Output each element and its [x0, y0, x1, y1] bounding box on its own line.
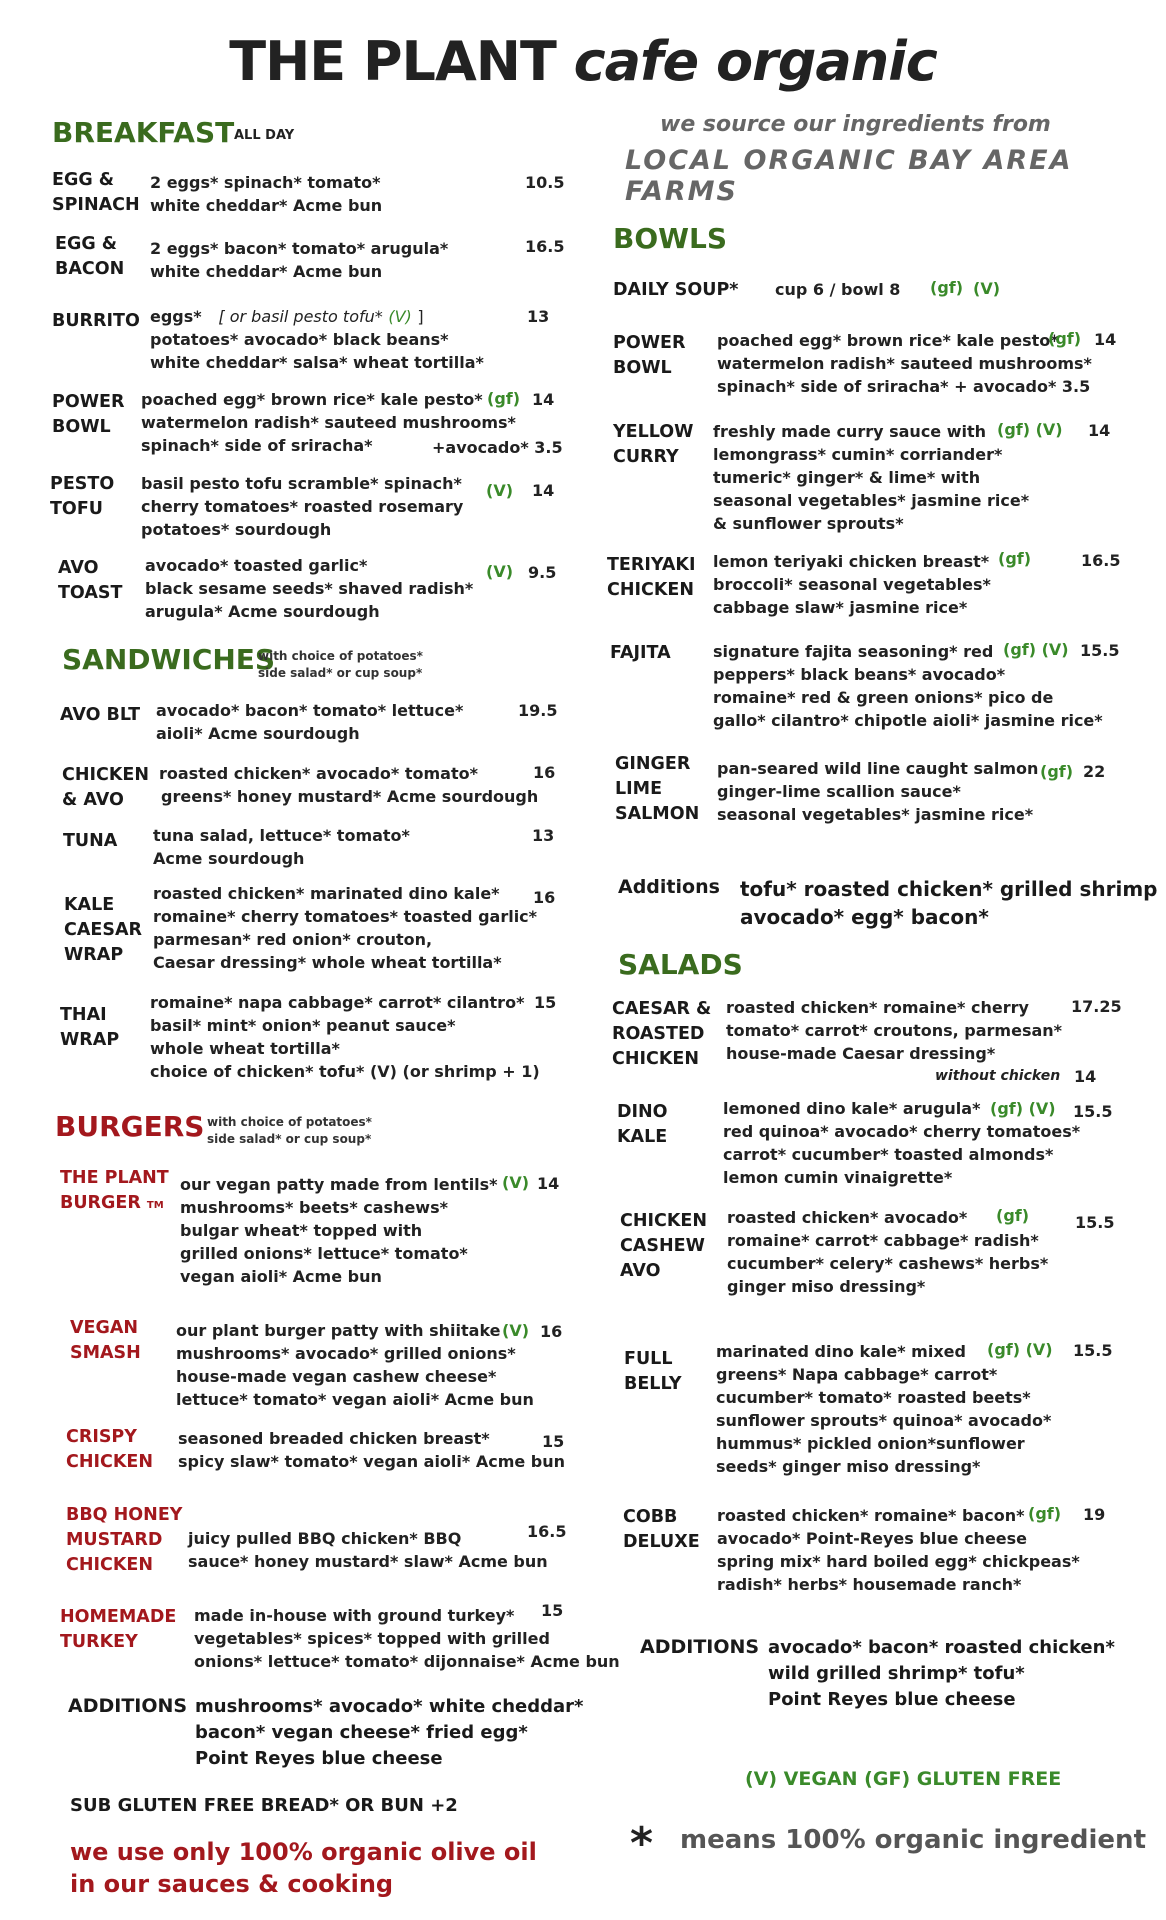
vegan-flag: (V) — [502, 1173, 530, 1192]
item-desc: roasted chicken* marinated dino kale* romaine* cherry tomatoes* toasted garlic* parmesan* red onion* crouton, Caesar dressing* whole wheat tortilla* — [153, 884, 538, 972]
gf-flag: (gf) — [1028, 1504, 1062, 1523]
salads-heading: SALADS — [618, 948, 743, 981]
item-name: KALE CAESAR WRAP — [64, 895, 142, 965]
item-desc: 2 eggs* bacon* tomato* arugula* white cheddar* Acme bun — [150, 239, 449, 281]
item-desc: romaine* napa cabbage* carrot* cilantro* basil* mint* onion* peanut sauce* whole wheat tortilla* choice of chicken* tofu* (V) (or shrimp + 1) — [150, 993, 540, 1081]
gf-vegan-flag: (gf) (V) — [1003, 640, 1069, 659]
item-price: 14 — [1094, 330, 1117, 349]
item-desc: avocado* bacon* tomato* lettuce* aioli* Acme sourdough — [156, 701, 464, 743]
gf-flag: (gf) — [930, 278, 964, 297]
salad-additions: avocado* bacon* roasted chicken* wild grilled shrimp* tofu* Point Reyes blue cheese — [768, 1637, 1115, 1710]
breakfast-note: ALL DAY — [234, 128, 295, 143]
bowls-heading: BOWLS — [613, 222, 728, 255]
tagline-line2: LOCAL ORGANIC BAY AREA FARMS — [625, 145, 1073, 207]
item-price: 14 — [1074, 1067, 1097, 1086]
item-name: DINO KALE — [617, 1102, 668, 1147]
item-name: EGG & SPINACH — [52, 170, 140, 215]
item-desc: avocado* toasted garlic* black sesame seeds* shaved radish* arugula* Acme sourdough — [145, 556, 474, 621]
item-price: 16 — [540, 1322, 563, 1341]
item-desc: seasoned breaded chicken breast* spicy slaw* tomato* vegan aioli* Acme bun — [178, 1429, 566, 1471]
item-name: GINGER LIME SALMON — [615, 754, 700, 824]
item-price: 15.5 — [1073, 1102, 1113, 1121]
item-desc: roasted chicken* avocado* romaine* carrot* cabbage* radish* cucumber* celery* cashews* herbs* ginger miso dressing* — [727, 1208, 1049, 1296]
gf-flag: (gf) — [998, 549, 1032, 568]
gf-flag: (gf) — [487, 389, 521, 408]
bowl-additions-label: Additions — [618, 876, 720, 898]
item-price: 15.5 — [1073, 1341, 1113, 1360]
gf-flag: (gf) — [1048, 329, 1082, 348]
bowl-additions: tofu* roasted chicken* grilled shrimp avocado* egg* bacon* — [740, 877, 1158, 929]
item-name: BURRITO — [52, 311, 140, 331]
title-main: THE PLANT — [229, 30, 556, 93]
item-desc: marinated dino kale* mixed greens* Napa cabbage* carrot* cucumber* tomato* roasted beets* sunflower sprouts* quinoa* avocado* hummus* pickled onion*sunflower seeds* ginger miso dressing* — [716, 1342, 1052, 1476]
item-price: 10.5 — [525, 173, 565, 192]
item-desc: roasted chicken* romaine* bacon* avocado* Point-Reyes blue cheese spring mix* hard boiled egg* chickpeas* radish* herbs* housemade ranch* — [717, 1506, 1080, 1594]
item-desc: signature fajita seasoning* red peppers* black beans* avocado* romaine* red & green onions* pico de gallo* cilantro* chipotle aioli* jasmine rice* — [713, 642, 1103, 730]
item-name: POWER BOWL — [613, 333, 686, 378]
item-price: 14 — [537, 1174, 560, 1193]
item-extra: +avocado* 3.5 — [432, 438, 563, 457]
item-desc: roasted chicken* avocado* tomato* greens* honey mustard* Acme sourdough — [159, 764, 539, 806]
item-name: POWER BOWL — [52, 392, 125, 437]
item-desc: roasted chicken* romaine* cherry tomato* carrot* croutons, parmesan* house-made Caesar dressing* — [726, 998, 1063, 1063]
item-name: AVO TOAST — [58, 558, 123, 603]
item-price: 16 — [533, 888, 556, 907]
item-desc: our plant burger patty with shiitake mushrooms* avocado* grilled onions* house-made vegan cashew cheese* lettuce* tomato* vegan aioli* Acme bun — [176, 1321, 534, 1409]
salad-additions-label: ADDITIONS — [640, 1636, 760, 1658]
item-name: TERIYAKI CHICKEN — [607, 555, 696, 600]
item-price: 14 — [532, 481, 555, 500]
sandwiches-heading: SANDWICHES — [62, 643, 276, 676]
item-name: DAILY SOUP* — [613, 280, 739, 300]
organic-asterisk: * — [630, 1818, 654, 1869]
item-name: THE PLANT BURGER TM — [60, 1168, 169, 1213]
item-desc: pan-seared wild line caught salmon ginger-lime scallion sauce* seasonal vegetables* jasmine rice* — [717, 759, 1039, 824]
item-price: 15.5 — [1080, 641, 1120, 660]
item-desc: lemoned dino kale* arugula* red quinoa* avocado* cherry tomatoes* carrot* cucumber* toasted almonds* lemon cumin vinaigrette* — [723, 1099, 1081, 1187]
vegan-flag: (V) — [502, 1321, 530, 1340]
burger-additions: mushrooms* avocado* white cheddar* bacon* vegan cheese* fried egg* Point Reyes blue cheese — [195, 1696, 584, 1769]
item-price: 16.5 — [527, 1522, 567, 1541]
item-price: 15 — [534, 993, 557, 1012]
item-name: THAI WRAP — [60, 1005, 120, 1050]
item-price: 15 — [541, 1601, 564, 1620]
item-desc: poached egg* brown rice* kale pesto* watermelon radish* sauteed mushrooms* spinach* side of sriracha* + avocado* 3.5 — [717, 331, 1092, 396]
organic-note: means 100% organic ingredient — [680, 1825, 1146, 1855]
burger-additions-label: ADDITIONS — [68, 1695, 188, 1717]
item-name: CHICKEN CASHEW AVO — [620, 1211, 708, 1281]
item-name: TUNA — [63, 831, 118, 851]
sub-gluten-free: SUB GLUTEN FREE BREAD* OR BUN +2 — [70, 1795, 458, 1816]
item-name: CAESAR & ROASTED CHICKEN — [612, 999, 712, 1069]
sandwiches-note: with choice of potatoes* side salad* or cup soup* — [258, 649, 423, 680]
gf-flag: (gf) — [996, 1206, 1030, 1225]
item-name: CHICKEN & AVO — [62, 765, 150, 810]
item-price: 16.5 — [525, 237, 565, 256]
item-name: FAJITA — [610, 643, 671, 663]
gf-flag: (gf) — [1040, 762, 1074, 781]
item-name: CRISPY CHICKEN — [66, 1427, 154, 1472]
item-price: 14 — [532, 390, 555, 409]
tagline-line1: we source our ingredients from — [660, 112, 1051, 137]
item-name: PESTO TOFU — [50, 474, 115, 519]
without-chicken-note: without chicken — [935, 1068, 1061, 1084]
item-desc: 2 eggs* spinach* tomato* white cheddar* Acme bun — [150, 173, 383, 215]
item-desc: eggs* [ or basil pesto tofu* (V) ] potatoes* avocado* black beans* white cheddar* salsa* wheat tortilla* — [150, 307, 484, 372]
item-desc: basil pesto tofu scramble* spinach* cherry tomatoes* roasted rosemary potatoes* sourdough — [141, 474, 464, 539]
vegan-flag: (V) — [973, 279, 1001, 298]
item-name: HOMEMADE TURKEY — [60, 1607, 177, 1652]
item-name: YELLOW CURRY — [613, 422, 694, 467]
item-desc: made in-house with ground turkey* vegetables* spices* topped with grilled onions* lettuce* tomato* dijonnaise* Acme bun — [194, 1606, 620, 1671]
gf-vegan-flag: (gf) (V) — [990, 1099, 1056, 1118]
item-price: 19.5 — [518, 701, 558, 720]
item-price: 16 — [533, 763, 556, 782]
breakfast-heading: BREAKFAST — [52, 116, 235, 149]
item-name: COBB DELUXE — [623, 1507, 700, 1552]
diet-legend: (V) VEGAN (GF) GLUTEN FREE — [745, 1768, 1062, 1790]
vegan-flag: (V) — [486, 562, 514, 581]
item-desc: freshly made curry sauce with lemongrass* cumin* corriander* tumeric* ginger* & lime* with seasonal vegetables* jasmine rice* & sunflower sprouts* — [713, 422, 1030, 533]
item-desc: our vegan patty made from lentils* mushrooms* beets* cashews* bulgar wheat* topped with grilled onions* lettuce* tomato* vegan aioli* Acme bun — [180, 1175, 498, 1286]
item-price: 19 — [1083, 1505, 1106, 1524]
item-desc: cup 6 / bowl 8 — [775, 280, 901, 299]
item-price: 15 — [542, 1432, 565, 1451]
item-desc: juicy pulled BBQ chicken* BBQ sauce* honey mustard* slaw* Acme bun — [188, 1529, 548, 1571]
item-name: VEGAN SMASH — [70, 1318, 141, 1363]
item-price: 14 — [1088, 421, 1111, 440]
item-name: AVO BLT — [60, 705, 141, 725]
menu-title — [0, 30, 1166, 93]
item-price: 17.25 — [1071, 997, 1122, 1016]
item-desc: poached egg* brown rice* kale pesto* watermelon radish* sauteed mushrooms* spinach* side of sriracha* — [141, 390, 516, 455]
item-desc: lemon teriyaki chicken breast* broccoli* seasonal vegetables* cabbage slaw* jasmine rice* — [713, 552, 991, 617]
item-price: 15.5 — [1075, 1213, 1115, 1232]
item-desc: tuna salad, lettuce* tomato* Acme sourdough — [153, 826, 410, 868]
gf-vegan-flag: (gf) (V) — [997, 420, 1063, 439]
item-name: FULL BELLY — [624, 1349, 682, 1394]
burgers-note: with choice of potatoes* side salad* or cup soup* — [207, 1115, 372, 1146]
olive-oil-note: we use only 100% organic olive oil in our sauces & cooking — [70, 1838, 537, 1898]
item-name: BBQ HONEY MUSTARD CHICKEN — [66, 1505, 183, 1575]
item-price: 22 — [1083, 762, 1106, 781]
item-price: 9.5 — [528, 563, 557, 582]
item-price: 13 — [527, 307, 550, 326]
item-price: 13 — [532, 826, 555, 845]
title-italic: cafe organic — [573, 30, 937, 93]
vegan-flag: (V) — [486, 481, 514, 500]
item-price: 16.5 — [1081, 551, 1121, 570]
item-name: EGG & BACON — [55, 234, 125, 279]
gf-vegan-flag: (gf) (V) — [987, 1340, 1053, 1359]
burgers-heading: BURGERS — [55, 1110, 205, 1143]
